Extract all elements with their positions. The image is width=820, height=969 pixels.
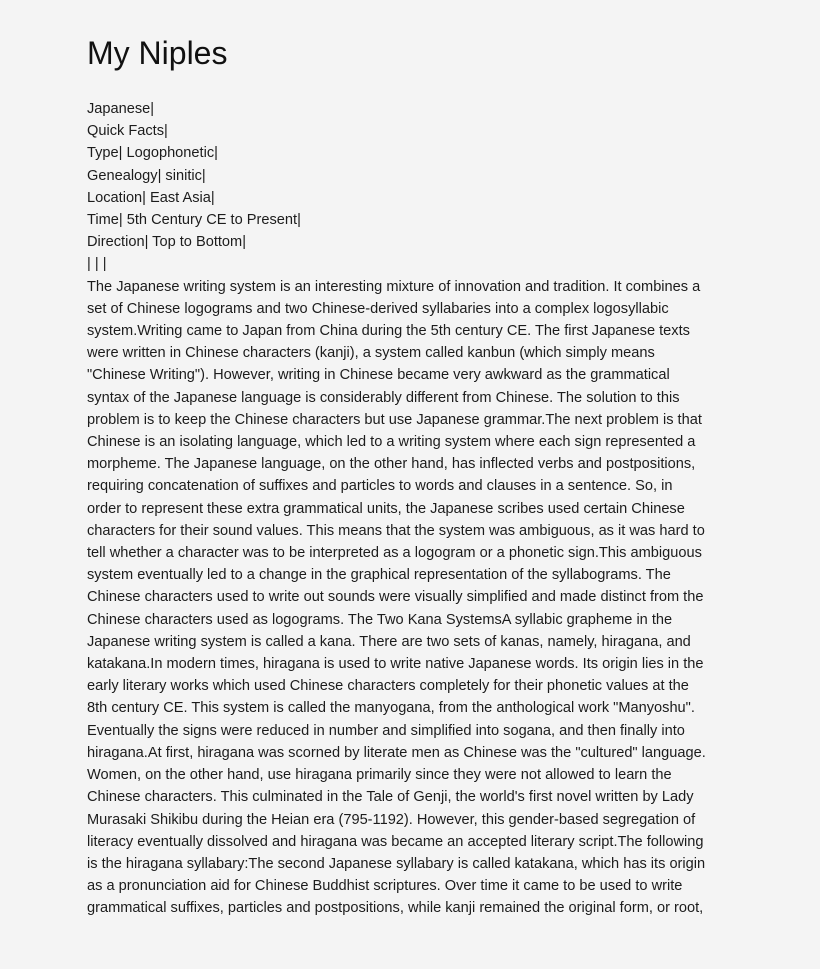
page-title: My Niples [87, 35, 228, 71]
text-line: Japanese writing system is called a kana. There are two sets of kanas, namely, hiragana, and [87, 633, 691, 650]
text-line: as a pronunciation aid for Chinese Buddhist scriptures. Over time it came to be used to write [87, 878, 683, 895]
body-paragraph [87, 276, 737, 920]
fact-line: Time| 5th Century CE to Present| [87, 212, 301, 229]
text-line: system eventually led to a change in the graphical representation of the syllabograms. The [87, 567, 671, 584]
text-line: tell whether a character was to be interpreted as a logogram or a phonetic sign.This ambiguous [87, 545, 702, 562]
text-line: hiragana.At first, hiragana was scorned by literate men as Chinese was the "cultured" language. [87, 744, 706, 761]
text-line: Eventually the signs were reduced in number and simplified into sogana, and then finally into [87, 722, 685, 739]
fact-line: Genealogy| sinitic| [87, 167, 206, 184]
text-line: "Chinese Writing"). However, writing in Chinese became very awkward as the grammatical [87, 367, 670, 384]
text-line: literacy eventually dissolved and hiragana was became an accepted literary script.The following [87, 833, 704, 850]
text-line: Chinese characters. This culminated in the Tale of Genji, the world's first novel written by Lady [87, 789, 694, 806]
text-line: set of Chinese logograms and two Chinese-derived syllabaries into a complex logosyllabic [87, 300, 669, 317]
text-line: Chinese characters used to write out sounds were visually simplified and made distinct from the [87, 589, 704, 606]
fact-line: Location| East Asia| [87, 189, 215, 206]
text-line: 8th century CE. This system is called the manyogana, from the anthological work "Manyoshu". [87, 700, 695, 717]
text-line: order to represent these extra grammatical units, the Japanese scribes used certain Chinese [87, 500, 685, 517]
text-line: Chinese characters used as logograms. The Two Kana SystemsA syllabic grapheme in the [87, 611, 673, 628]
text-line: Women, on the other hand, use hiragana primarily since they were not allowed to learn the [87, 767, 672, 784]
fact-line: Quick Facts| [87, 123, 168, 140]
text-line: were written in Chinese characters (kanji), a system called kanbun (which simply means [87, 345, 655, 362]
text-line: Chinese is an isolating language, which led to a writing system where each sign represented a [87, 434, 696, 451]
text-line: early literary works which used Chinese characters completely for their phonetic values at the [87, 678, 689, 695]
text-line: morpheme. The Japanese language, on the other hand, has inflected verbs and postpositions, [87, 456, 696, 473]
text-line: The Japanese writing system is an interesting mixture of innovation and tradition. It combines a [87, 278, 701, 295]
text-line: syntax of the Japanese language is considerably different from Chinese. The solution to this [87, 389, 680, 406]
text-line: Murasaki Shikibu during the Heian era (795-1192). However, this gender-based segregation of [87, 811, 696, 828]
text-line: characters for their sound values. This means that the system was ambiguous, as it was hard to [87, 522, 705, 539]
text-line: is the hiragana syllabary:The second Japanese syllabary is called katakana, which has its origin [87, 855, 706, 872]
fact-line: Japanese| [87, 101, 155, 117]
text-line: requiring concatenation of suffixes and particles to words and clauses in a sentence. So, in [87, 478, 673, 495]
text-line: grammatical suffixes, particles and postpositions, while kanji remained the original form, or root, [87, 900, 704, 917]
fact-line: Direction| Top to Bottom| [87, 234, 246, 251]
text-line: system.Writing came to Japan from China during the 5th century CE. The first Japanese texts [87, 323, 690, 340]
text-line: katakana.In modern times, hiragana is used to write native Japanese words. Its origin lies in the [87, 656, 704, 673]
text-line: problem is to keep the Chinese characters but use Japanese grammar.The next problem is that [87, 411, 702, 428]
fact-line: | | | [87, 256, 107, 273]
fact-line: Type| Logophonetic| [87, 145, 218, 162]
quick-facts [87, 98, 740, 276]
